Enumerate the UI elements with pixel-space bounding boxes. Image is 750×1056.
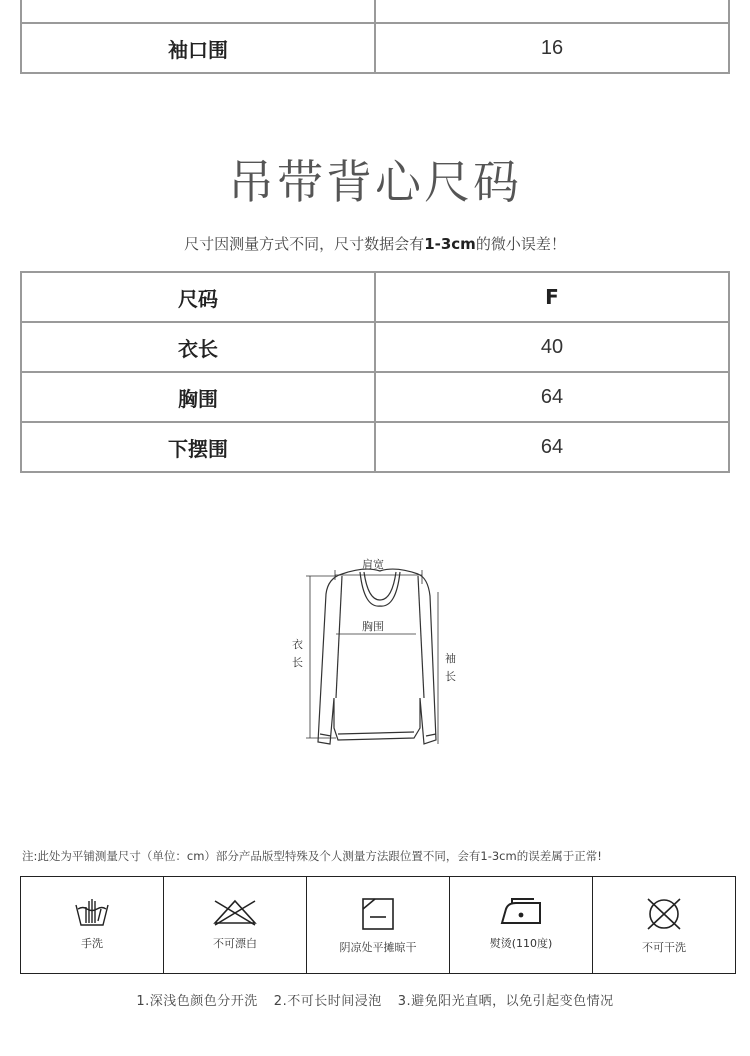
care-item-no-bleach [164,877,307,973]
table-cell-value: 16 [375,23,729,73]
care-label: 阴凉处平摊晾干 [339,941,417,954]
header-cell-value: F [375,272,729,322]
table-cell-value: 40 [375,322,729,372]
table-cell-label: 袖口围 [21,23,375,73]
footer-tip: 1.深浅色颜色分开洗 [136,994,258,1009]
sleeve-table [20,0,730,74]
iron-icon [498,897,544,927]
table-row [21,422,729,472]
section-subtitle [0,233,750,254]
table-header-row [21,272,729,322]
label-chest: 胸围 [362,620,384,633]
care-label: 不可漂白 [213,937,257,950]
no-bleach-icon [211,897,259,927]
table-cell-value: 64 [375,372,729,422]
section-title: 吊带背心尺码 [228,155,522,209]
table-cell-label: 胸围 [21,372,375,422]
label-length-2: 长 [292,656,303,669]
size-table [20,271,730,473]
care-item-dry-flat [307,877,450,973]
sweater-outline [318,569,436,744]
table-cell-label [21,0,375,23]
table-row [21,322,729,372]
label-sleeve-1: 袖 [445,652,456,665]
measurement-note: 注:此处为平铺测量尺寸（单位：cm）部分产品版型特殊及个人测量方法跟位置不同，会有1-3cm的误差属于正常! [22,849,602,863]
no-dry-clean-icon [644,897,684,931]
care-instructions [20,876,736,974]
care-item-no-dry-clean [593,877,735,973]
header-cell-label: 尺码 [21,272,375,322]
subtitle-bold: 1-3cm [424,235,476,253]
care-item-iron [450,877,593,973]
table-cell-value [375,0,729,23]
label-length-1: 衣 [292,638,303,651]
label-shoulder: 肩宽 [362,558,384,571]
subtitle-pre: 尺寸因测量方式不同，尺寸数据会有 [184,235,425,253]
table-row [21,372,729,422]
table-cell-label: 衣长 [21,322,375,372]
care-footer [0,990,750,1009]
table-row [21,0,729,23]
footer-tip: 2.不可长时间浸泡 [273,994,382,1009]
table-cell-label: 下摆围 [21,422,375,472]
care-label: 手洗 [81,937,103,950]
label-sleeve-2: 长 [445,670,456,683]
table-row [21,23,729,73]
care-label: 熨烫(110度) [489,937,553,950]
garment-diagram [280,548,480,758]
footer-tip: 3.避免阳光直晒，以免引起变色情况 [397,994,614,1009]
table-cell-value: 64 [375,422,729,472]
subtitle-post: 的微小误差！ [475,235,566,253]
care-item-hand-wash [21,877,164,973]
hand-wash-icon [74,897,110,927]
care-label: 不可干洗 [642,941,686,954]
neckline [360,572,400,606]
dry-flat-shade-icon [361,897,395,931]
